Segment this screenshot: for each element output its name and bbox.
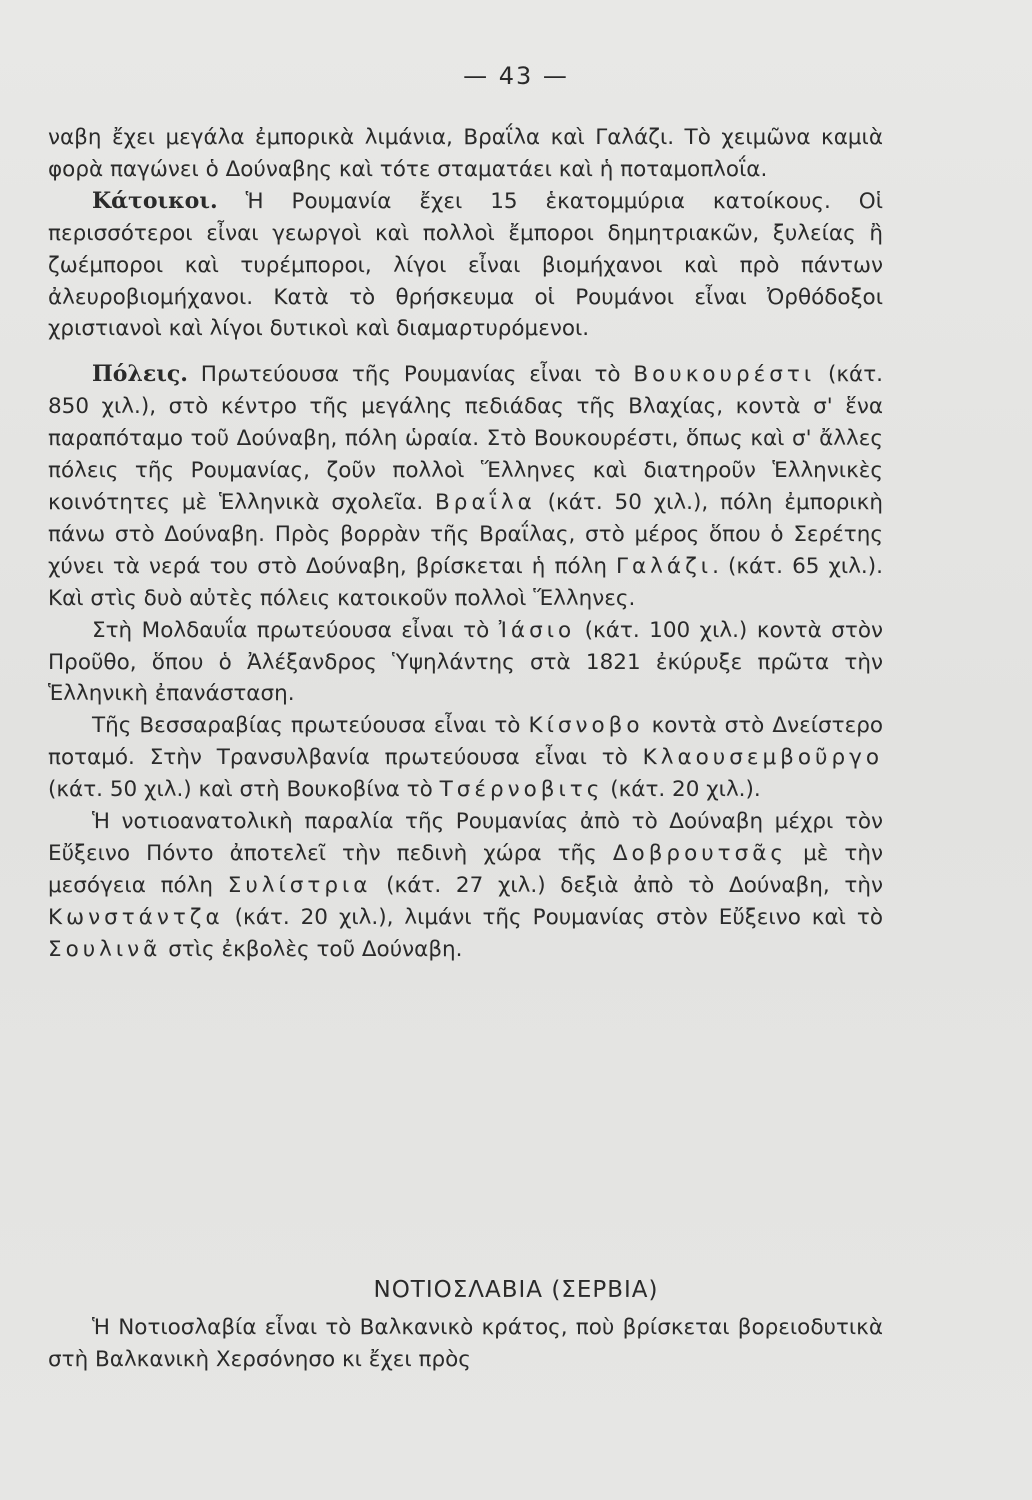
paragraph-coast xyxy=(48,806,883,966)
coast-text: (κάτ. 20 χιλ.), λιμάνι τῆς Ρουμανίας στὸν Εὔξεινο καὶ τὸ xyxy=(223,904,883,930)
yugoslavia-section xyxy=(48,1312,883,1376)
city-sulina: Σουλινᾶ xyxy=(48,936,162,962)
city-czernowitz: Τσέρνοβιτς xyxy=(439,777,604,803)
cities-text: . (κάτ. 65 χιλ.). Καὶ στὶς δυὸ αὐτὲς πόλεις κατοικοῦν πολλοὶ Ἕλληνες. xyxy=(48,553,883,611)
cities-heading: Πόλεις. xyxy=(92,361,188,388)
paragraph-ports: ναβη ἔχει μεγάλα ἐμπορικὰ λιμάνια, Βραΐλα καὶ Γαλάζι. Τὸ χειμῶνα καμιὰ φορὰ παγώνει ὁ Δούναβης καὶ τότε σταματάει καὶ ἡ ποταμοπλοΐα. xyxy=(48,125,883,182)
inhabitants-heading: Κάτοικοι. xyxy=(92,187,218,214)
bessarabia-text: Τῆς Βεσσαραβίας πρωτεύουσα εἶναι τὸ xyxy=(92,713,529,739)
coast-text: (κάτ. 27 χιλ.) δεξιὰ ἀπὸ τὸ Δούναβη, τὴν xyxy=(371,872,883,898)
coast-text: στὶς ἐκβολὲς τοῦ Δούναβη. xyxy=(161,936,463,962)
coast-text: Ἡ νοτιοανατολικὴ παραλία τῆς Ρουμανίας ἀπὸ τὸ Δούναβη μέχρι τὸν Εὔξεινο Πόντο ἀποτελεῖ τὴν πεδινὴ χώρα τῆς xyxy=(48,809,883,866)
region-dobrudja: Δοβρουτσᾶς xyxy=(612,840,788,866)
bessarabia-text: (κάτ. 50 χιλ.) καὶ στὴ Βουκοβίνα τὸ xyxy=(48,777,440,803)
section-title: ΝΟΤΙΟΣΛΑΒΙΑ (ΣΕΡΒΙΑ) xyxy=(373,1277,659,1304)
cities-text: (κάτ. 50 χιλ.), πόλη ἐμπορικὴ πάνω στὸ Δούναβη. Πρὸς βορρὰν τῆς Βραΐλας, στὸ μέρος ὅπου ὁ Σερέτης χύνει τὰ νερά του στὸ Δούναβη, βρίσκεται ἡ πόλη xyxy=(48,489,883,579)
paragraph-cities xyxy=(48,359,883,614)
coast-text: μὲ τὴν μεσόγεια πόλη xyxy=(48,840,883,898)
cities-text: (κάτ. 850 χιλ.), στὸ κέντρο τῆς μεγάλης πεδιάδας τῆς Βλαχίας, κοντὰ σ' ἕνα παραπόταμο τοῦ Δούναβη, πόλη ὡραία. Στὸ Βουκουρέστι, ὅπως καὶ σ' ἄλλες πόλεις τῆς Ρουμανίας, ζοῦν πολλοὶ Ἕλληνες καὶ διατηροῦν Ἑλληνικὲς κοινότητες μὲ Ἑλληνικὰ σχολεῖα. xyxy=(48,362,883,515)
city-braila: Βραΐλα xyxy=(435,489,536,515)
page-number: — 43 — xyxy=(463,62,569,90)
city-silistra: Συλίστρια xyxy=(227,872,372,898)
city-klausenburg: Κλαουσεμβοῦργο xyxy=(642,745,883,771)
moldavia-text: (κάτ. 100 χιλ.) κοντὰ στὸν Προῦθο, ὅπου ὁ Ἀλέξανδρος Ὑψηλάντης στὰ 1821 ἐκύρυξε πρῶτα τὴν Ἑλληνικὴ ἐπανάσταση. xyxy=(48,617,883,707)
inhabitants-text: Ἡ Ρουμανία ἔχει 15 ἑκατομμύρια κατοίκους. Οἱ περισσότεροι εἶναι γεωργοὶ καὶ πολλοὶ ἔμποροι δημητριακῶν, ξυλείας ἢ ζωέμποροι καὶ τυρέμποροι, λίγοι εἶναι βιομήχανοι καὶ πρὸ πάντων ἀλευροβιομήχανοι. Κατὰ τὸ θρήσκευμα οἱ Ρουμάνοι εἶναι Ὀρθόδοξοι χριστιανοὶ καὶ λίγοι δυτικοὶ καὶ διαμαρτυρόμενοι. xyxy=(48,188,883,342)
city-constanta: Κωνστάντζα xyxy=(48,904,224,930)
paragraph-inhabitants xyxy=(48,186,883,346)
bessarabia-text: (κάτ. 20 χιλ.). xyxy=(603,777,761,803)
city-bucharest: Βουκουρέστι xyxy=(633,362,816,388)
paragraph-bessarabia xyxy=(48,710,883,806)
romania-section xyxy=(48,122,883,966)
cities-text: Πρωτεύουσα τῆς Ρουμανίας εἶναι τὸ xyxy=(187,362,634,388)
paragraph-yugoslavia-intro: Ἡ Νοτιοσλαβία εἶναι τὸ Βαλκανικὸ κράτος, ποὺ βρίσκεται βορειοδυτικὰ στὴ Βαλκανικὴ Χερσόνησο κι ἔχει πρὸς xyxy=(48,1315,883,1372)
paragraph-moldavia xyxy=(48,615,883,711)
city-iasi: Ἰάσιο xyxy=(498,617,576,643)
bessarabia-text: κοντὰ στὸ Δνείστερο ποταμό. Στὴν Τρανσυλβανία πρωτεύουσα εἶναι τὸ xyxy=(48,713,883,771)
city-galatz: Γαλάζι xyxy=(616,553,713,579)
moldavia-text: Στὴ Μολδαυΐα πρωτεύουσα εἶναι τὸ xyxy=(92,617,499,643)
city-kishinev: Κίσνοβο xyxy=(528,713,644,739)
